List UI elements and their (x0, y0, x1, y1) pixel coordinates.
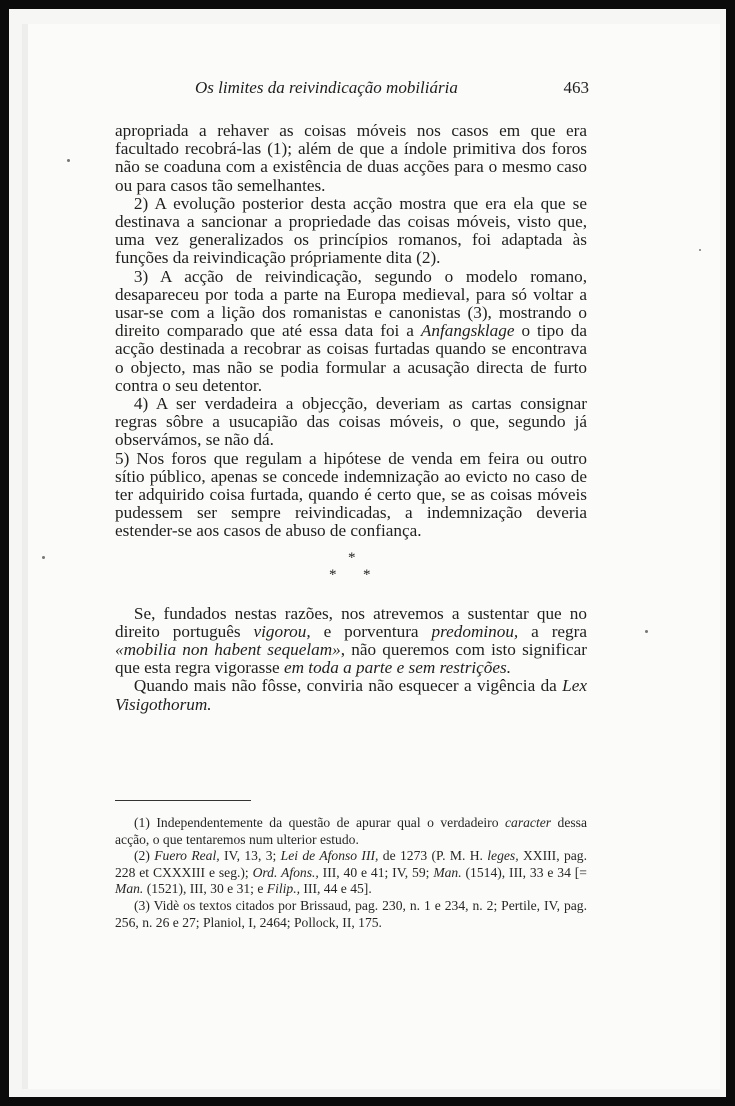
text-run: (1) Independentemente da questão de apurar qual o verdadeiro (134, 815, 505, 830)
asterism-star: * (329, 566, 337, 583)
text-run: 2) A evolução posterior desta acção mostra que era ela que se destinava a sancionar a propriedade das coisas móveis, visto que, uma vez generalizados os princípios romanos, foi adaptada às funções da reivindicação própriamente dita (2). (115, 193, 587, 268)
italic-run: Man. (115, 881, 144, 897)
paper-speck (699, 249, 701, 251)
text-run: (3) Vidè os textos citados por Brissaud, pag. 230, n. 1 e 234, n. 2; Pertile, IV, pag. 256, n. 26 e 27; Planiol, I, 2464; Pollock, II, 175. (115, 897, 587, 930)
asterism-divider (115, 549, 587, 599)
text-run: e porventura (310, 621, 432, 641)
italic-run: Fuero Real, (154, 848, 220, 864)
italic-run: Man. (433, 864, 462, 880)
asterism-star: * (348, 549, 356, 566)
paragraph-point-4 (115, 395, 587, 450)
text-run: 4) A ser verdadeira a objecção, deveriam as cartas consignar regras sôbre a usucapião das coisas móveis, o que, segundo já observámos, se não dá. (115, 394, 587, 450)
text-run: IV, 13, 3; (219, 848, 281, 864)
running-title: Os limites da reivindicação mobiliária (195, 78, 458, 97)
paragraph-conclusion (115, 677, 587, 713)
text-run: apropriada a rehaver as coisas móveis nos casos em que era facultado recobrá-las (1); além de que a índole primitiva dos foros não se coaduna com a existência de duas acções para o mesmo caso ou para casos tão semelhantes. (115, 121, 587, 195)
text-run: III, 44 e 45]. (300, 881, 372, 897)
text-run: (1521), III, 30 e 31; e (143, 881, 267, 897)
text-run: (1514), III, 33 e 34 [= (461, 864, 587, 880)
text-run: o tipo da acção destinada a recobrar as coisas furtadas quando se encontrava o objecto, mas não se podia formular a acusação directa de furto contra o seu detentor. (115, 321, 587, 395)
paragraph-argument (115, 605, 587, 678)
text-run: Se, fundados nestas razões, nos atrevemos a sustentar que no direito português (115, 603, 587, 641)
page-edge-shadow (22, 24, 28, 1089)
paper-speck (42, 556, 45, 559)
italic-run: Lex Visigothorum. (115, 676, 587, 714)
footnote-3 (115, 898, 587, 931)
italic-run: vigorou, (253, 621, 311, 641)
footnotes (115, 815, 587, 931)
text-run: , não queremos com isto significar que esta regra vigorasse (115, 640, 587, 678)
text-run: Quando mais não fôsse, conviria não esquecer a vigência da (133, 676, 563, 696)
text-run: (2) (134, 848, 155, 864)
paper-speck (645, 630, 648, 633)
italic-run: Filip., (266, 881, 301, 897)
text-run: a regra (518, 621, 587, 641)
text-run: III, 40 e 41; IV, 59; (318, 864, 434, 880)
italic-run: Lei de Afonso III, (280, 848, 379, 864)
italic-run: predominou, (431, 621, 519, 641)
footnote-separator (115, 800, 251, 801)
paragraph-continuation (115, 122, 587, 195)
paper-speck (67, 159, 70, 162)
italic-run: «mobilia non habent sequelam» (115, 640, 341, 660)
italic-run: em toda a parte e sem restrições. (283, 658, 512, 678)
paragraph-point-2 (115, 195, 587, 268)
paragraph-point-3 (115, 268, 587, 395)
footnote-2 (115, 848, 587, 898)
page-number: 463 (563, 78, 589, 97)
asterism-star: * (363, 566, 371, 583)
italic-run: Ord. Afons., (252, 864, 319, 880)
body-text (115, 122, 587, 714)
italic-run: leges, (487, 848, 519, 864)
italic-run: Anfangsklage (420, 321, 515, 341)
italic-run: caracter (505, 815, 552, 830)
paragraph-point-5 (115, 450, 587, 541)
text-run: dessa acção, o que tentaremos num ulterior estudo. (115, 815, 588, 847)
text-run: de 1273 (P. M. H. (378, 848, 488, 864)
text-run: 5) Nos foros que regulam a hipótese de venda em feira ou outro sítio público, apenas se concede indemnização ao evicto no caso de ter adquirido coisa furtada, quando é certo que, se as coisas móveis pudessem ser sempre reivindicadas, a indemnização deveria estender-se aos casos de abuso de confiança. (115, 448, 587, 541)
text-run: 3) A acção de reivindicação, segundo o modelo romano, desapareceu por toda a parte na Europa medieval, para só voltar a usar-se com a lição dos romanistas e canonistas (3), mostrando o direito comparado que até essa data foi a (115, 266, 587, 341)
footnote-1 (115, 815, 587, 848)
text-run: XXIII, pag. 228 et CXXXIII e seg.); (115, 848, 587, 880)
